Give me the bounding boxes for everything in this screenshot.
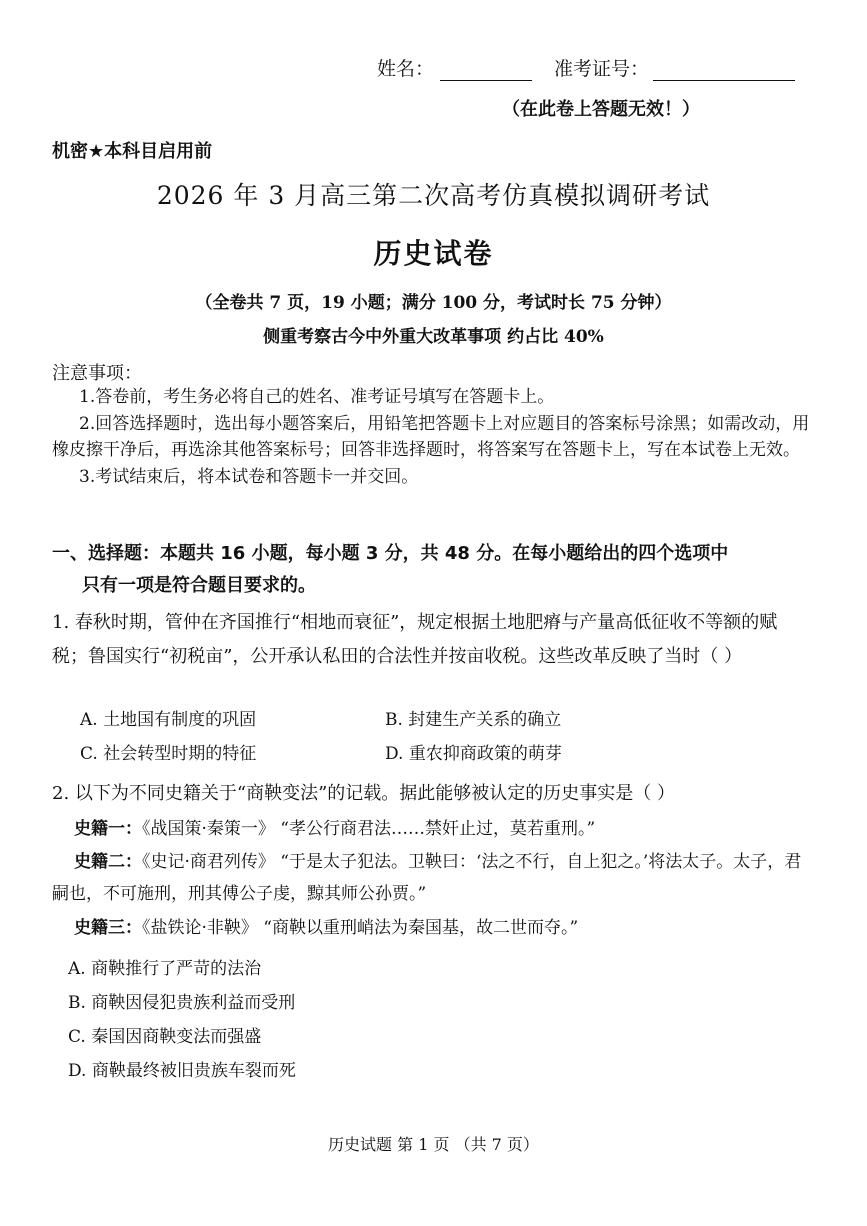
exam-id-label: 准考证号：: [554, 58, 650, 80]
name-label: 姓名：: [377, 58, 435, 80]
name-blank: [440, 60, 532, 81]
notice-item: 1.答卷前，考生务必将自己的姓名、准考证号填写在答题卡上。: [79, 387, 555, 407]
notice-item: 3.考试结束后，将本试卷和答题卡一并交回。: [79, 466, 419, 487]
option-a: A. 商鞅推行了严苛的法治: [68, 959, 262, 979]
invalid-note: （在此卷上答题无效！）: [502, 99, 700, 120]
section-heading: [52, 538, 812, 602]
section-heading-line: 只有一项是符合题目要求的。: [82, 575, 316, 596]
option-a: A. 土地国有制度的巩固: [80, 710, 257, 730]
question-1-stem: 1. 春秋时期，管仲在齐国推行“相地而衰征”，规定根据土地肥瘠与产量高低征收不等额的赋税；鲁国实行“初税亩”，公开承认私田的合法性并按亩收税。这些改革反映了当时（ ）: [52, 612, 778, 667]
option-d: D. 商鞅最终被旧贵族车裂而死: [68, 1061, 296, 1081]
focus-line: 侧重考察古今中外重大改革事项 约占比 40%: [263, 327, 604, 347]
page-footer: 历史试题 第 1 页 （共 7 页）: [328, 1135, 539, 1154]
source-text: 《盐铁论·非鞅》 “商鞅以重刑峭法为秦国基，故二世而夺。”: [142, 918, 579, 938]
option-c: C. 秦国因商鞅变法而强盛: [68, 1027, 262, 1047]
option-b: B. 商鞅因侵犯贵族利益而受刑: [68, 993, 296, 1013]
source-label: 史籍三：: [74, 918, 142, 938]
source-label: 史籍一：: [74, 819, 142, 839]
option-c: C. 社会转型时期的特征: [80, 744, 257, 764]
section-heading-line: 一、选择题：本题共 16 小题，每小题 3 分，共 48 分。在每小题给出的四个选项中: [52, 543, 729, 564]
exam-info: （全卷共 7 页，19 小题；满分 100 分，考试时长 75 分钟）: [195, 293, 672, 313]
source-text: 《战国策·秦策一》 “孝公行商君法……禁奸止过，莫若重刑。”: [142, 819, 596, 839]
source-label: 史籍二：: [74, 852, 142, 872]
exam-title: 2026 年 3 月高三第二次高考仿真模拟调研考试: [156, 181, 711, 210]
source-3: [52, 912, 812, 944]
notice-list: [52, 384, 812, 490]
secret-label: 机密★本科目启用前: [52, 141, 213, 162]
candidate-info: [377, 54, 795, 81]
source-1: [52, 813, 812, 845]
question-1-options: [80, 708, 800, 766]
source-text: 《史记·商君列传》 “于是太子犯法。卫鞅曰：‘法之不行，自上犯之。’将法太子。太子，君嗣也，不可施刑，刑其傅公子虔，黥其师公孙贾。”: [52, 852, 802, 904]
question-2-options: [68, 952, 296, 1088]
option-d: D. 重农抑商政策的萌芽: [385, 744, 562, 764]
exam-id-blank: [653, 60, 795, 81]
question-2-stem: 2. 以下为不同史籍关于“商鞅变法”的记载。据此能够被认定的历史事实是（ ）: [52, 783, 676, 804]
option-b: B. 封建生产关系的确立: [385, 710, 562, 730]
notice-title: 注意事项：: [52, 363, 142, 384]
notice-item: 2.回答选择题时，选出每小题答案后，用铅笔把答题卡上对应题目的答案标号涂黑；如需改动，用橡皮擦干净后，再选涂其他答案标号；回答非选择题时，将答案写在答题卡上，写在本试卷上无效。: [52, 413, 810, 460]
source-2: [52, 846, 812, 910]
subject-title: 历史试卷: [373, 237, 494, 270]
